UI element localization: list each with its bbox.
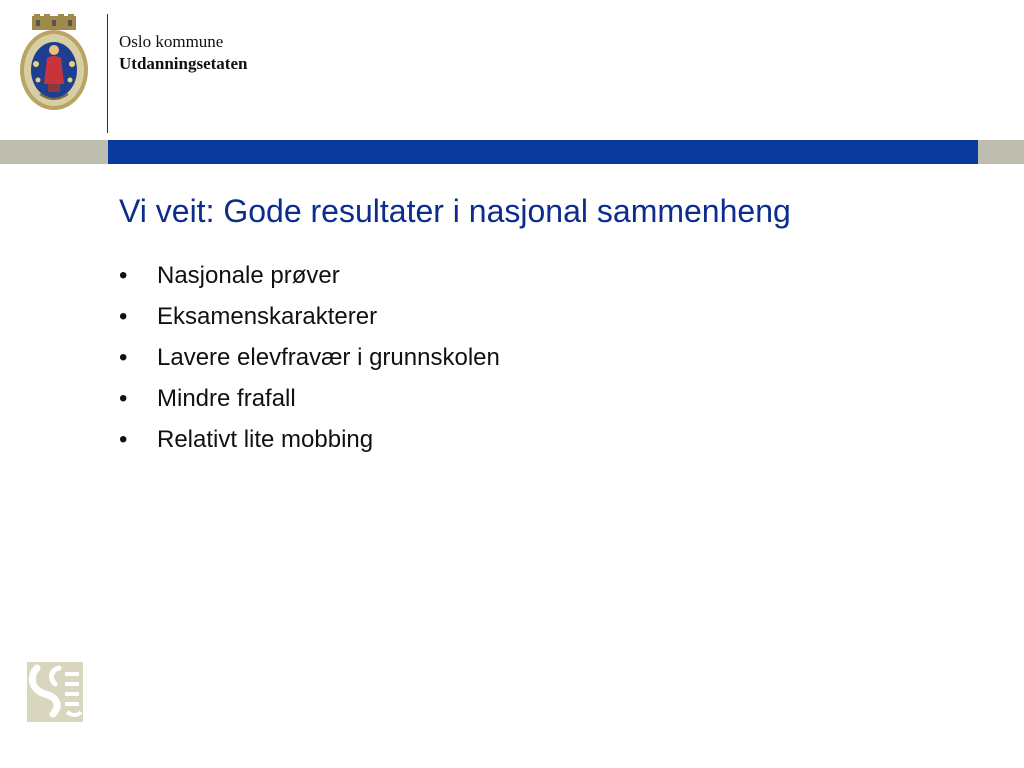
utdanningsetaten-logo-icon xyxy=(27,662,83,722)
bullet-icon: • xyxy=(119,303,128,330)
organization-block xyxy=(119,31,247,75)
bullet-icon: • xyxy=(119,344,128,371)
list-item xyxy=(119,296,500,337)
list-item xyxy=(119,255,500,296)
list-item xyxy=(119,337,500,378)
header-band-left xyxy=(0,140,108,164)
bullet-text: Relativt lite mobbing xyxy=(157,426,374,453)
header-band-right xyxy=(978,140,1024,164)
header-divider xyxy=(107,14,108,133)
bullet-text: Eksamenskarakterer xyxy=(157,303,378,330)
department-name: Utdanningsetaten xyxy=(119,54,248,73)
oslo-crest-icon xyxy=(18,14,90,114)
bullet-icon: • xyxy=(119,262,128,289)
bullet-list xyxy=(119,255,500,460)
list-item xyxy=(119,378,500,419)
bullet-text: Mindre frafall xyxy=(157,385,296,412)
list-item xyxy=(119,419,500,460)
bullet-text: Lavere elevfravær i grunnskolen xyxy=(157,344,500,371)
bullet-text: Nasjonale prøver xyxy=(157,262,340,289)
slide-title: Vi veit: Gode resultater i nasjonal sammenheng xyxy=(119,193,791,229)
org-name: Oslo kommune xyxy=(119,32,224,51)
header-band xyxy=(108,140,978,164)
bullet-icon: • xyxy=(119,426,128,453)
bullet-icon: • xyxy=(119,385,128,412)
